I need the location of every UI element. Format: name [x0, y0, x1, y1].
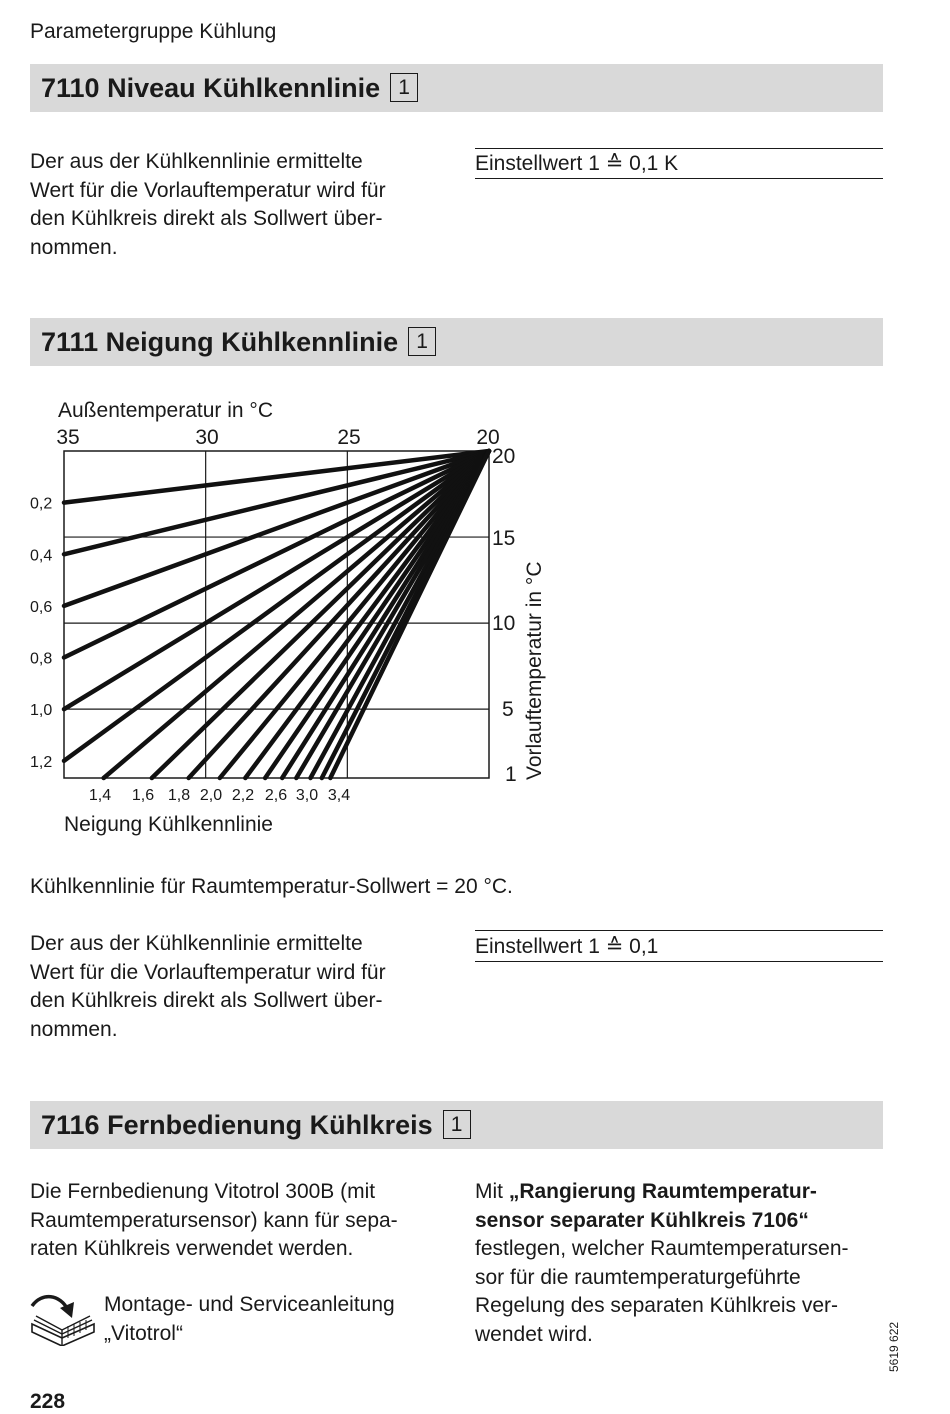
x-axis-label: Außentemperatur in °C: [58, 399, 273, 422]
y-tick-label: 15: [492, 527, 516, 550]
reference-text: Montage- und Serviceanleitung „Vitotrol“: [104, 1293, 395, 1345]
slope-label: 3,0: [295, 787, 319, 804]
y-axis-label: Vorlauftemperatur in °C: [523, 561, 546, 780]
slope-label: 1,2: [30, 753, 53, 771]
level-badge: 1: [408, 327, 436, 356]
section-title: 7116 Fernbedienung Kühlkreis 1: [41, 1110, 471, 1141]
y-tick-label: 10: [492, 612, 516, 635]
section-7111-description: Der aus der Kühlkennlinie ermittelte Wert für die Vorlauftemperatur wird für den Kühlkreis direkt als Sollwert über- nommen.: [30, 932, 386, 1041]
slope-label: 2,0: [199, 787, 223, 804]
slope-label: 0,8: [30, 650, 53, 668]
setting-value: Einstellwert 1 ≙ 0,1: [475, 935, 659, 958]
section-title: 7110 Niveau Kühlkennlinie 1: [41, 73, 418, 104]
section-7116-description: Die Fernbedienung Vitotrol 300B (mit Raumtemperatursensor) kann für sepa- raten Kühlkreis verwendet werden.: [30, 1180, 398, 1260]
y-tick-label: 1: [505, 763, 517, 786]
y-tick-label: 5: [502, 698, 514, 721]
book-reference-icon: [28, 1290, 98, 1346]
slope-label: 1,6: [131, 787, 155, 804]
x-tick-label: 25: [337, 426, 361, 449]
cooling-curve-line: [64, 451, 489, 761]
divider: [475, 930, 883, 931]
slope-label: 0,6: [30, 598, 53, 616]
cooling-curve-line: [152, 451, 489, 778]
document-code: 5619 622: [887, 1321, 901, 1372]
slope-label: 0,4: [30, 547, 53, 565]
slope-label: 1,0: [30, 702, 53, 720]
section-7116-header: [30, 1101, 883, 1149]
slope-axis-label: Neigung Kühlkennlinie: [64, 813, 273, 836]
chart-caption: Kühlkennlinie für Raumtemperatur-Sollwert = 20 °C.: [30, 875, 513, 898]
slope-label: 0,2: [30, 495, 53, 513]
setting-value: Einstellwert 1 ≙ 0,1 K: [475, 152, 679, 175]
level-badge: 1: [443, 1110, 471, 1139]
page-number: 228: [30, 1390, 66, 1413]
section-7110-description: Der aus der Kühlkennlinie ermittelte Wert für die Vorlauftemperatur wird für den Kühlkreis direkt als Sollwert über- nommen.: [30, 150, 386, 259]
slope-label: 2,2: [231, 787, 255, 804]
page-header: Parametergruppe Kühlung: [30, 20, 277, 43]
x-tick-label: 30: [195, 426, 219, 449]
section-title: 7111 Neigung Kühlkennlinie 1: [41, 327, 436, 358]
section-7116-right-text: Mit „Rangierung Raumtemperatur- sensor separater Kühlkreis 7106“ festlegen, welcher Raumtemperatursen- sor für die raumtemperaturgeführte Regelung des separaten Kühlkreis ver- wendet wird.: [475, 1180, 849, 1346]
y-tick-label: 20: [492, 445, 516, 468]
level-badge: 1: [390, 73, 418, 102]
slope-label: 3,4: [327, 787, 351, 804]
x-tick-label: 20: [476, 426, 500, 449]
slope-label: 2,6: [264, 787, 288, 804]
slope-label: 1,4: [88, 787, 112, 804]
divider: [475, 961, 883, 962]
x-tick-label: 35: [56, 426, 80, 449]
slope-label: 1,8: [167, 787, 191, 804]
